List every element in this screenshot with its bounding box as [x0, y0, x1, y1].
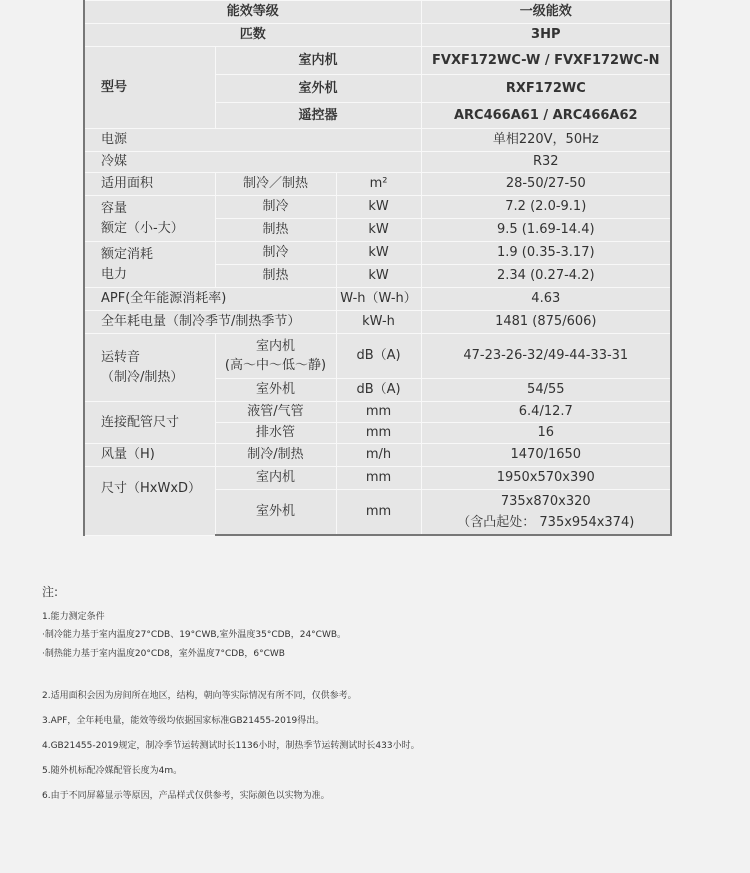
- pipe-drain-value: 16: [421, 423, 671, 444]
- capacity-label-1: 容量: [101, 200, 128, 216]
- consumption-label-2: 电力: [101, 266, 128, 282]
- noise-indoor: [215, 334, 336, 379]
- size-outdoor-value: [421, 490, 671, 536]
- row-pipe-liquid: [84, 402, 671, 423]
- consumption-label: [84, 242, 215, 288]
- notes-title: 注:: [42, 585, 59, 599]
- size-indoor: 室内机: [215, 467, 336, 490]
- row-capacity-cool: [84, 196, 671, 219]
- apf-unit: W-h（W-h）: [336, 288, 421, 311]
- model-indoor-value: FVXF172WC-W / FVXF172WC-N: [421, 47, 671, 75]
- consumption-label-1: 额定消耗: [101, 246, 154, 262]
- refrigerant-label: 冷媒: [84, 152, 421, 173]
- model-remote-label: 遥控器: [215, 103, 421, 129]
- consumption-cool-value: 1.9 (0.35-3.17): [421, 242, 671, 265]
- size-outdoor-value-2: （含凸起处： 735x954x374): [457, 514, 635, 530]
- size-outdoor-value-1: 735x870x320: [500, 493, 591, 509]
- power-label: 电源: [84, 129, 421, 152]
- airflow-unit: m/h: [336, 444, 421, 467]
- apf-value: 4.63: [421, 288, 671, 311]
- consumption-heat: 制热: [215, 265, 336, 288]
- row-apf: [84, 288, 671, 311]
- efficiency-value: 一级能效: [421, 1, 671, 24]
- area-mode: 制冷／制热: [215, 173, 336, 196]
- row-efficiency: [84, 1, 671, 24]
- noise-indoor-1: 室内机: [255, 338, 295, 354]
- size-outdoor-unit: mm: [336, 490, 421, 536]
- capacity-heat-value: 9.5 (1.69-14.4): [421, 219, 671, 242]
- noise-indoor-value: 47-23-26-32/49-44-33-31: [421, 334, 671, 379]
- consumption-heat-value: 2.34 (0.27-4.2): [421, 265, 671, 288]
- model-outdoor-value: RXF172WC: [421, 75, 671, 103]
- note-4: 4.GB21455-2019规定，制冷季节运转测试时长1136小时，制热季节运转测试时长433小时。: [42, 741, 420, 751]
- pipe-drain: 排水管: [215, 423, 336, 444]
- hp-value: 3HP: [421, 24, 671, 47]
- pipe-liquid: 液管/气管: [215, 402, 336, 423]
- capacity-heat: 制热: [215, 219, 336, 242]
- area-value: 28-50/27-50: [421, 173, 671, 196]
- row-airflow: [84, 444, 671, 467]
- airflow-label: 风量（H): [84, 444, 215, 467]
- size-indoor-unit: mm: [336, 467, 421, 490]
- pipe-label: 连接配管尺寸: [84, 402, 215, 444]
- row-noise-indoor: [84, 334, 671, 379]
- efficiency-label: 能效等级: [84, 1, 421, 24]
- noise-unit-outdoor: dB（A): [336, 379, 421, 402]
- hp-label: 匹数: [84, 24, 421, 47]
- pipe-drain-unit: mm: [336, 423, 421, 444]
- row-hp: [84, 24, 671, 47]
- spec-table: [83, 0, 672, 536]
- model-outdoor-label: 室外机: [215, 75, 421, 103]
- capacity-unit-heat: kW: [336, 219, 421, 242]
- note-1: 1.能力测定条件: [42, 612, 105, 622]
- area-label: 适用面积: [84, 173, 215, 196]
- capacity-label: [84, 196, 215, 242]
- consumption-unit-heat: kW: [336, 265, 421, 288]
- annual-unit: kW-h: [336, 311, 421, 334]
- model-label: 型号: [84, 47, 215, 129]
- note-1b: ·制热能力基于室内温度20°CD8，室外温度7°CDB，6°CWB: [42, 649, 285, 659]
- noise-unit-indoor: dB（A): [336, 334, 421, 379]
- notes-section: [42, 583, 722, 803]
- noise-outdoor: 室外机: [215, 379, 336, 402]
- airflow-mode: 制冷/制热: [215, 444, 336, 467]
- capacity-label-2: 额定（小-大）: [101, 220, 184, 236]
- note-6: 6.由于不同屏幕显示等原因，产品样式仅供参考，实际颜色以实物为准。: [42, 791, 330, 801]
- apf-label: APF(全年能源消耗率): [84, 288, 336, 311]
- noise-label: [84, 334, 215, 402]
- row-area: [84, 173, 671, 196]
- noise-label-2: （制冷/制热）: [101, 369, 184, 385]
- row-refrigerant: [84, 152, 671, 173]
- pipe-liquid-value: 6.4/12.7: [421, 402, 671, 423]
- row-model-indoor: [84, 47, 671, 75]
- size-label: 尺寸（HxWxD）: [84, 467, 215, 536]
- annual-value: 1481 (875/606): [421, 311, 671, 334]
- refrigerant-value: R32: [421, 152, 671, 173]
- note-2: 2.适用面积会因为房间所在地区，结构，朝向等实际情况有所不同，仅供参考。: [42, 691, 357, 701]
- pipe-liquid-unit: mm: [336, 402, 421, 423]
- size-indoor-value: 1950x570x390: [421, 467, 671, 490]
- capacity-cool: 制冷: [215, 196, 336, 219]
- airflow-value: 1470/1650: [421, 444, 671, 467]
- power-value: 单相220V，50Hz: [421, 129, 671, 152]
- model-indoor-label: 室内机: [215, 47, 421, 75]
- row-power: [84, 129, 671, 152]
- row-consumption-cool: [84, 242, 671, 265]
- model-remote-value: ARC466A61 / ARC466A62: [421, 103, 671, 129]
- noise-outdoor-value: 54/55: [421, 379, 671, 402]
- noise-indoor-2: (高～中～低～静): [224, 357, 327, 373]
- area-unit: m²: [336, 173, 421, 196]
- row-annual: [84, 311, 671, 334]
- capacity-unit-cool: kW: [336, 196, 421, 219]
- consumption-cool: 制冷: [215, 242, 336, 265]
- annual-label: 全年耗电量（制冷季节/制热季节）: [84, 311, 336, 334]
- consumption-unit-cool: kW: [336, 242, 421, 265]
- note-5: 5.随外机标配冷媒配管长度为4m。: [42, 766, 183, 776]
- row-size-indoor: [84, 467, 671, 490]
- size-outdoor: 室外机: [215, 490, 336, 536]
- capacity-cool-value: 7.2 (2.0-9.1): [421, 196, 671, 219]
- note-1a: ·制冷能力基于室内温度27°CDB、19°CWB,室外温度35°CDB，24°CWB。: [42, 630, 347, 640]
- note-3: 3.APF，全年耗电量，能效等级均依据国家标准GB21455-2019得出。: [42, 716, 325, 726]
- noise-label-1: 运转音: [101, 349, 141, 365]
